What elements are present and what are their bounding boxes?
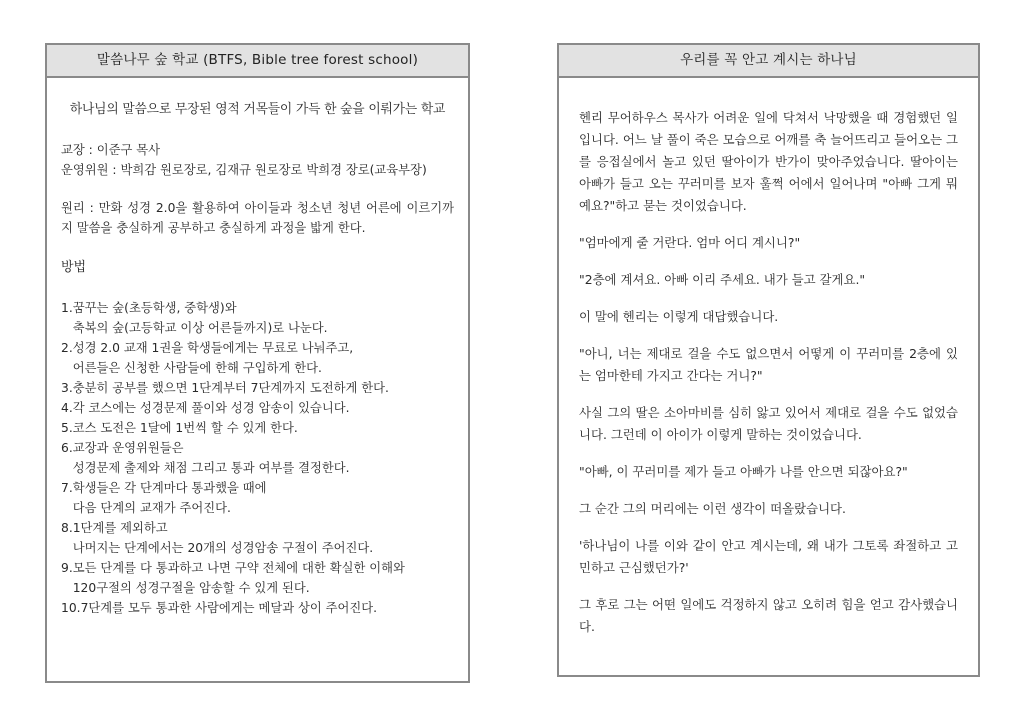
story-paragraph: 사실 그의 딸은 소아마비를 심히 앓고 있어서 제대로 걸을 수도 없었습니다. 그런데 이 아이가 이렇게 말하는 것이었습니다. bbox=[579, 405, 958, 442]
left-panel-title: 말씀나무 숲 학교 (BTFS, Bible tree forest school) bbox=[47, 45, 468, 78]
left-panel-body bbox=[47, 78, 468, 618]
story-paragraph: "아니, 너는 제대로 걸을 수도 없으면서 어떻게 이 꾸러미를 2층에 있는 엄마한테 가지고 간다는 거니?" bbox=[579, 346, 958, 383]
method-item: 10. 7단계를 모두 통과한 사람에게는 메달과 상이 주어진다. bbox=[61, 601, 378, 615]
left-panel bbox=[45, 43, 470, 683]
method-heading: 방법 bbox=[61, 260, 87, 275]
method-item: 8. 1단계를 제외하고 나머지는 단계에서는 20개의 성경암송 구절이 주어진다. bbox=[61, 521, 374, 555]
method-item: 1. 꿈꾸는 숲(초등학생, 중학생)와 축복의 숲(고등학교 이상 어른들까지)로 나눈다. bbox=[61, 301, 328, 335]
story-paragraph: "아빠, 이 꾸러미를 제가 들고 아빠가 나를 안으면 되잖아요?" bbox=[579, 464, 908, 479]
method-item: 2. 성경 2.0 교재 1권을 학생들에게는 무료로 나눠주고, 어른들은 신청한 사람들에 한해 구입하게 한다. bbox=[61, 341, 354, 375]
method-item: 9. 모든 단계를 다 통과하고 나면 구약 전체에 대한 확실한 이해와 120구절의 성경구절을 암송할 수 있게 된다. bbox=[61, 561, 405, 595]
story-body bbox=[559, 78, 978, 638]
story-paragraph: '하나님이 나를 이와 같이 안고 계시는데, 왜 내가 그토록 좌절하고 고민하고 근심했던가?' bbox=[579, 538, 958, 575]
method-list bbox=[61, 298, 454, 618]
principal-line: 교장 : 이준구 목사 bbox=[61, 143, 161, 157]
principle-text: 원리 : 만화 성경 2.0을 활용하여 아이들과 청소년 청년 어른에 이르기까지 말씀을 충실하게 공부하고 충실하게 과정을 밟게 한다. bbox=[61, 201, 454, 235]
method-item: 5. 코스 도전은 1달에 1번씩 할 수 있게 한다. bbox=[61, 421, 298, 435]
school-subtitle: 하나님의 말씀으로 무장된 영적 거목들이 가득 한 숲을 이뤄가는 학교 bbox=[69, 102, 446, 117]
story-paragraph: 그 후로 그는 어떤 일에도 걱정하지 않고 오히려 힘을 얻고 감사했습니다. bbox=[579, 597, 958, 634]
right-panel-title: 우리를 꼭 안고 계시는 하나님 bbox=[559, 45, 978, 78]
right-panel bbox=[557, 43, 980, 677]
method-item: 7. 학생들은 각 단계마다 통과했을 때에 다음 단계의 교재가 주어진다. bbox=[61, 481, 267, 515]
story-paragraph: 헨리 무어하우스 목사가 어려운 일에 닥쳐서 낙망했을 때 경험했던 일입니다. 어느 날 풀이 죽은 모습으로 어깨를 축 늘어뜨리고 들어오는 그를 응접실에서 놀고 있던 딸아이가 반가이 맞아주었습니다. 딸아이는 아빠가 들고 오는 꾸러미를 보자 훌쩍 어에서 일어나며 "아빠 그게 뭐예요?"하고 묻는 것이었습니다. bbox=[579, 110, 958, 213]
method-item: 4. 각 코스에는 성경문제 풀이와 성경 암송이 있습니다. bbox=[61, 401, 350, 415]
story-paragraph: 그 순간 그의 머리에는 이런 생각이 떠올랐습니다. bbox=[579, 501, 846, 516]
story-paragraph: "2층에 계셔요. 아빠 이리 주세요. 내가 들고 갈게요." bbox=[579, 272, 866, 287]
method-item: 3. 충분히 공부를 했으면 1단계부터 7단계까지 도전하게 한다. bbox=[61, 381, 389, 395]
story-paragraph: 이 말에 헨리는 이렇게 대답했습니다. bbox=[579, 309, 779, 324]
method-item: 6. 교장과 운영위원들은 성경문제 출제와 채점 그리고 통과 여부를 결정한다. bbox=[61, 441, 350, 475]
story-paragraph: "엄마에게 줄 거란다. 엄마 어디 계시니?" bbox=[579, 235, 801, 250]
committee-line: 운영위원 : 박희감 원로장로, 김재규 원로장로 박희경 장로(교육부장) bbox=[61, 163, 427, 177]
